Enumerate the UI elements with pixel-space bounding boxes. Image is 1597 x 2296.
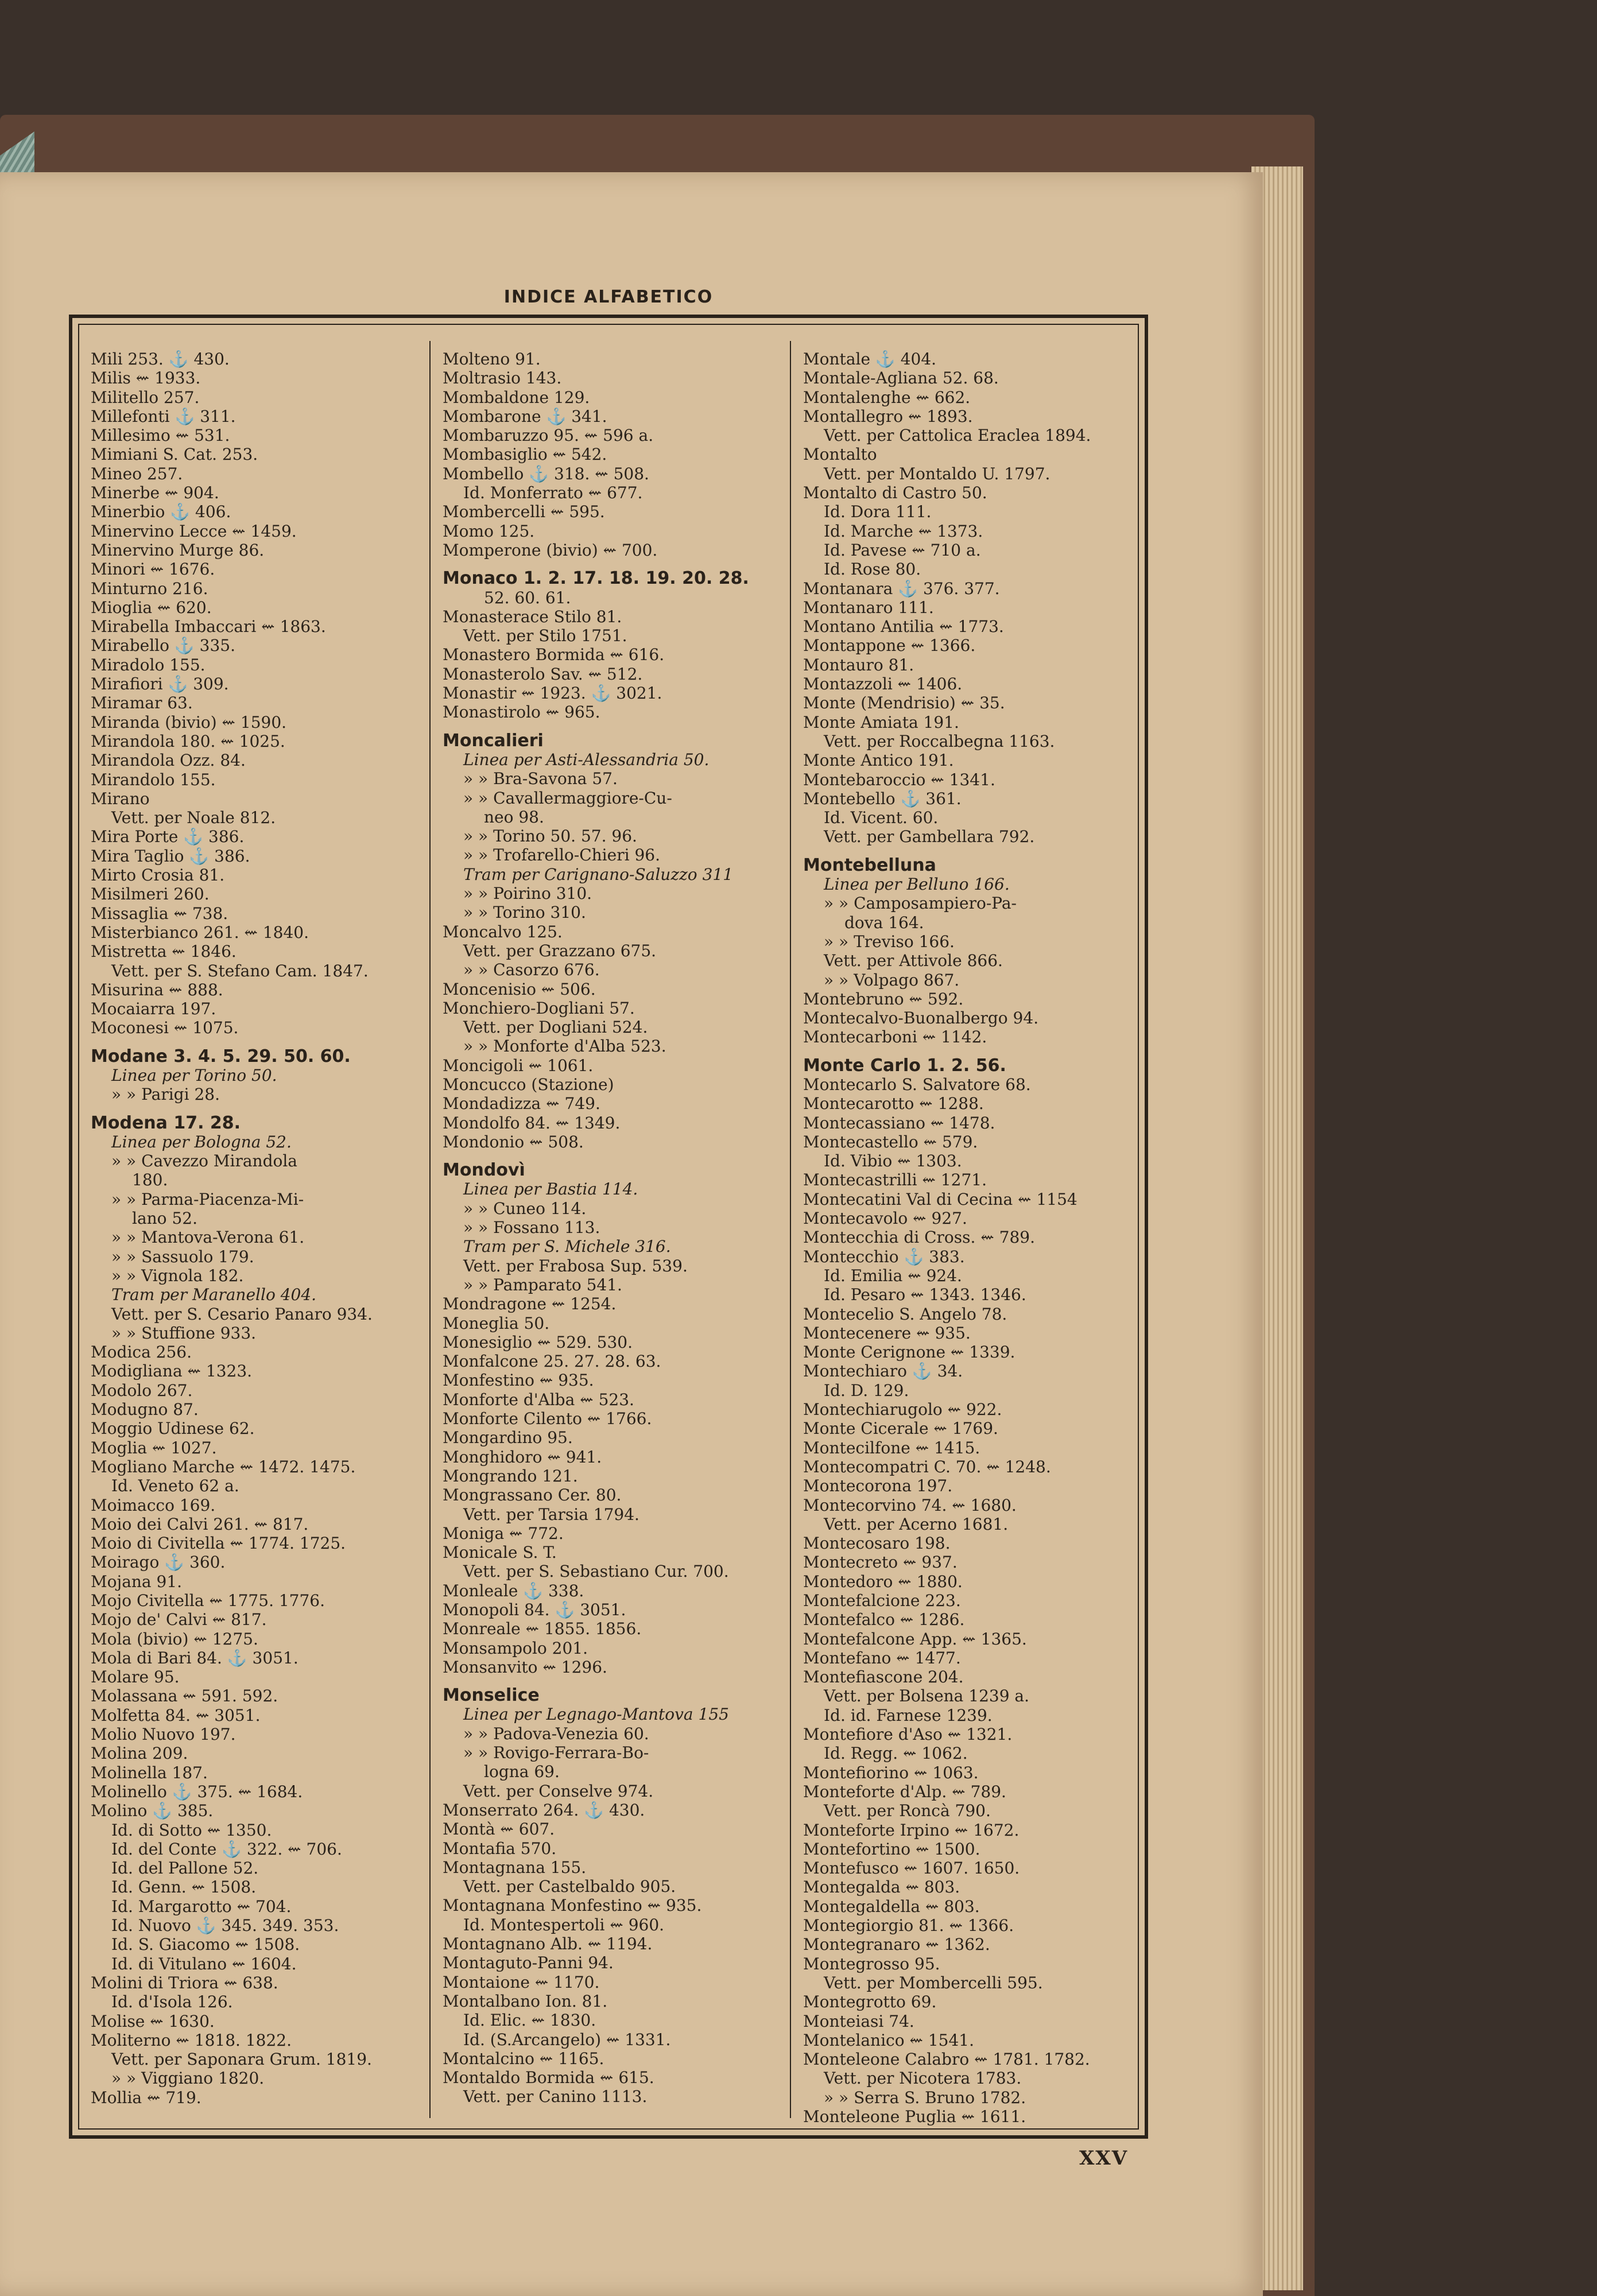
index-entry: Molfetta 84. ⇜ 3051.: [91, 1705, 261, 1725]
index-entry: Moglia ⇜ 1027.: [91, 1438, 217, 1457]
index-entry: Modica 256.: [91, 1343, 192, 1362]
index-entry: Millesimo ⇜ 531.: [91, 426, 230, 445]
index-entry: logna 69.: [484, 1762, 560, 1782]
index-entry: Montecassiano ⇜ 1478.: [803, 1113, 995, 1133]
index-entry: Miranda (bivio) ⇜ 1590.: [91, 712, 287, 732]
index-entry: Monte Amiata 191.: [803, 712, 959, 732]
index-entry: Momperone (bivio) ⇜ 700.: [443, 540, 658, 560]
index-entry: Monte Antico 191.: [803, 751, 954, 770]
index-entry: Mira Porte ⚓ 386.: [91, 827, 245, 847]
index-entry: Monforte Cilento ⇜ 1766.: [443, 1409, 652, 1429]
index-entry: Montefalco ⇜ 1286.: [803, 1610, 965, 1630]
index-entry: Vett. per S. Cesario Panaro 934.: [111, 1304, 373, 1324]
index-entry: Vett. per Roccalbegna 1163.: [824, 731, 1055, 751]
index-entry: Montecavolo ⇜ 927.: [803, 1209, 967, 1228]
index-entry: Vett. per Castelbaldo 905.: [463, 1877, 676, 1896]
index-entry: Vett. per Noale 812.: [111, 808, 276, 828]
index-entry: Montaldo Bormida ⇜ 615.: [443, 2068, 654, 2088]
index-entry: Vett. per Acerno 1681.: [824, 1514, 1009, 1534]
index-entry: » » Rovigo-Ferrara-Bo-: [463, 1743, 649, 1763]
index-entry: Monteleone Calabro ⇜ 1781. 1782.: [803, 2050, 1090, 2069]
index-entry: Monasterolo Sav. ⇜ 512.: [443, 664, 643, 684]
index-entry: Tram per Maranello 404.: [111, 1285, 317, 1305]
index-entry: Modigliana ⇜ 1323.: [91, 1362, 253, 1381]
column-divider: [429, 341, 431, 2118]
index-entry: Mogliano Marche ⇜ 1472. 1475.: [91, 1457, 356, 1476]
index-entry: Montefiascone 204.: [803, 1667, 964, 1687]
index-entry: Monteforte Irpino ⇜ 1672.: [803, 1820, 1020, 1840]
index-entry: Vett. per Saponara Grum. 1819.: [111, 2050, 372, 2069]
index-entry: Molina 209.: [91, 1744, 188, 1763]
index-column-3: [803, 350, 1139, 2126]
index-entry: Mimiani S. Cat. 253.: [91, 445, 258, 464]
index-entry: Montefalcone App. ⇜ 1365.: [803, 1629, 1027, 1649]
index-entry: Mojana 91.: [91, 1572, 183, 1591]
index-entry: » » Parma-Piacenza-Mi-: [111, 1189, 304, 1209]
index-entry: Montegaldella ⇜ 803.: [803, 1896, 980, 1916]
index-heading: Monte Carlo 1. 2. 56.: [803, 1055, 1006, 1076]
index-entry: » » Torino 50. 57. 96.: [463, 827, 637, 846]
index-entry: Mombasiglio ⇜ 542.: [443, 445, 607, 464]
index-entry: » » Trofarello-Chieri 96.: [463, 846, 660, 865]
index-entry: Linea per Asti-Alessandria 50.: [463, 750, 710, 769]
index-entry: Vett. per Stilo 1751.: [463, 626, 627, 646]
index-entry: Moimacco 169.: [91, 1495, 216, 1515]
index-entry: Monesiglio ⇜ 529. 530.: [443, 1332, 633, 1352]
index-entry: Vett. per S. Stefano Cam. 1847.: [111, 961, 369, 980]
index-entry: Mirandola 180. ⇜ 1025.: [91, 731, 285, 751]
index-entry: Monsampolo 201.: [443, 1638, 588, 1658]
index-entry: Molteno 91.: [443, 350, 541, 369]
index-entry: Monsanvito ⇜ 1296.: [443, 1657, 607, 1677]
index-entry: Mombercelli ⇜ 595.: [443, 502, 605, 522]
index-entry: Montefiore d'Aso ⇜ 1321.: [803, 1725, 1013, 1744]
index-entry: » » Serra S. Bruno 1782.: [824, 2088, 1026, 2107]
index-entry: Misterbianco 261. ⇜ 1840.: [91, 922, 309, 942]
index-entry: Id. Vicent. 60.: [824, 808, 939, 828]
index-entry: Id. (S.Arcangelo) ⇜ 1331.: [463, 2030, 671, 2049]
index-entry: Vett. per Canino 1113.: [463, 2087, 648, 2107]
index-entry: Vett. per Attivole 866.: [824, 951, 1003, 971]
index-entry: Montecalvo-Buonalbergo 94.: [803, 1009, 1039, 1028]
index-entry: Vett. per Gambellara 792.: [824, 827, 1035, 847]
index-entry: Momo 125.: [443, 521, 535, 541]
index-entry: Tram per S. Michele 316.: [463, 1237, 671, 1256]
index-entry: » » Viggiano 1820.: [111, 2069, 265, 2088]
index-entry: Monchiero-Dogliani 57.: [443, 998, 635, 1018]
index-entry: Millefonti ⚓ 311.: [91, 406, 236, 426]
index-entry: Monteiasi 74.: [803, 2011, 914, 2031]
index-entry: Moneglia 50.: [443, 1313, 550, 1333]
page-header: INDICE ALFABETICO: [503, 287, 714, 307]
index-entry: Mombaruzzo 95. ⇜ 596 a.: [443, 426, 654, 445]
page-number: XXV: [1079, 2147, 1129, 2170]
index-entry: Montazzoli ⇜ 1406.: [803, 674, 963, 694]
index-entry: Montecarboni ⇜ 1142.: [803, 1027, 987, 1047]
index-entry: Montallegro ⇜ 1893.: [803, 406, 973, 426]
index-entry: Montecorvino 74. ⇜ 1680.: [803, 1495, 1017, 1515]
index-entry: Monte Cicerale ⇜ 1769.: [803, 1419, 998, 1438]
index-heading: Monaco 1. 2. 17. 18. 19. 20. 28.: [443, 568, 749, 589]
index-entry: Montalto di Castro 50.: [803, 483, 987, 503]
index-entry: Montechiarugolo ⇜ 922.: [803, 1400, 1002, 1420]
index-entry: Montedoro ⇜ 1880.: [803, 1572, 963, 1591]
index-entry: Montecompatri C. 70. ⇜ 1248.: [803, 1457, 1051, 1476]
index-entry: Montauro 81.: [803, 655, 914, 674]
index-entry: Vett. per Conselve 974.: [463, 1781, 654, 1801]
index-entry: Mistretta ⇜ 1846.: [91, 942, 237, 961]
index-entry: » » Treviso 166.: [824, 932, 955, 951]
index-entry: Montecastrilli ⇜ 1271.: [803, 1170, 987, 1190]
index-entry: Montale ⚓ 404.: [803, 350, 937, 369]
index-entry: Mirandola Ozz. 84.: [91, 751, 246, 770]
index-entry: Montelanico ⇜ 1541.: [803, 2030, 974, 2050]
index-entry: Mocaiarra 197.: [91, 999, 216, 1019]
index-entry: Monserrato 264. ⚓ 430.: [443, 1800, 645, 1820]
index-entry: Montano Antilia ⇜ 1773.: [803, 617, 1004, 637]
index-entry: » » Parigi 28.: [111, 1085, 220, 1104]
index-entry: Id. del Pallone 52.: [111, 1859, 259, 1878]
index-entry: » » Sassuolo 179.: [111, 1247, 254, 1266]
index-entry: lano 52.: [132, 1209, 197, 1228]
index-entry: Id. del Conte ⚓ 322. ⇜ 706.: [111, 1839, 342, 1859]
index-entry: Mongrando 121.: [443, 1466, 578, 1486]
index-entry: Minturno 216.: [91, 579, 208, 598]
index-entry: Id. Montespertoli ⇜ 960.: [463, 1915, 665, 1934]
index-entry: Montà ⇜ 607.: [443, 1820, 555, 1839]
index-entry: Militello 257.: [91, 387, 200, 407]
index-entry: » » Casorzo 676.: [463, 960, 600, 980]
index-entry: Id. d'Isola 126.: [111, 1992, 233, 2012]
index-entry: Montecelio S. Angelo 78.: [803, 1304, 1007, 1324]
index-entry: Molise ⇜ 1630.: [91, 2011, 215, 2031]
index-entry: Montefusco ⇜ 1607. 1650.: [803, 1859, 1020, 1878]
index-entry: Vett. per Nicotera 1783.: [824, 2069, 1022, 2088]
index-entry: Mojo Civitella ⇜ 1775. 1776.: [91, 1591, 325, 1610]
index-entry: Id. Genn. ⇜ 1508.: [111, 1878, 257, 1897]
index-entry: » » Torino 310.: [463, 903, 586, 922]
index-entry: dova 164.: [844, 913, 924, 932]
index-entry: Mombello ⚓ 318. ⇜ 508.: [443, 464, 649, 483]
index-entry: Montecatini Val di Cecina ⇜ 1154: [803, 1189, 1077, 1209]
index-entry: Mojo de' Calvi ⇜ 817.: [91, 1610, 267, 1630]
index-entry: Minori ⇜ 1676.: [91, 560, 215, 579]
index-entry: Molino ⚓ 385.: [91, 1801, 214, 1821]
index-entry: Monreale ⇜ 1855. 1856.: [443, 1619, 642, 1639]
index-entry: Mirafiori ⚓ 309.: [91, 674, 229, 694]
index-entry: Montegranaro ⇜ 1362.: [803, 1935, 990, 1954]
column-divider: [790, 341, 791, 2118]
index-entry: Minerbe ⇜ 904.: [91, 483, 219, 503]
index-entry: Id. di Vitulano ⇜ 1604.: [111, 1954, 297, 1973]
index-entry: Vett. per Montaldo U. 1797.: [824, 464, 1051, 483]
index-entry: Moliterno ⇜ 1818. 1822.: [91, 2030, 292, 2050]
index-entry: Minervino Lecce ⇜ 1459.: [91, 521, 297, 541]
index-entry: Id. di Sotto ⇜ 1350.: [111, 1820, 272, 1840]
index-entry: Monfestino ⇜ 935.: [443, 1371, 594, 1390]
index-heading: Mondovì: [443, 1160, 525, 1181]
index-entry: Moncenisio ⇜ 506.: [443, 979, 596, 999]
index-entry: 52. 60. 61.: [484, 588, 571, 607]
index-entry: » » Vignola 182.: [111, 1266, 244, 1285]
index-entry: Moggio Udinese 62.: [91, 1419, 255, 1438]
index-entry: Vett. per Mombercelli 595.: [824, 1973, 1043, 1992]
index-entry: Molinella 187.: [91, 1763, 208, 1782]
index-entry: Montanaro 111.: [803, 598, 934, 617]
index-entry: Monforte d'Alba ⇜ 523.: [443, 1390, 634, 1409]
index-entry: Monte Cerignone ⇜ 1339.: [803, 1343, 1015, 1362]
index-entry: Montebruno ⇜ 592.: [803, 989, 964, 1009]
index-entry: Montecarotto ⇜ 1288.: [803, 1094, 984, 1114]
index-entry: Linea per Belluno 166.: [824, 875, 1010, 894]
index-entry: Moio di Civitella ⇜ 1774. 1725.: [91, 1534, 346, 1553]
index-entry: Id. Elic. ⇜ 1830.: [463, 2011, 596, 2030]
index-entry: Montebaroccio ⇜ 1341.: [803, 770, 995, 789]
index-entry: Montecilfone ⇜ 1415.: [803, 1438, 980, 1457]
index-entry: Montecreto ⇜ 937.: [803, 1553, 958, 1572]
index-entry: Minervino Murge 86.: [91, 540, 265, 560]
index-entry: Vett. per Frabosa Sup. 539.: [463, 1256, 688, 1275]
index-frame: [69, 315, 1148, 2139]
index-entry: Minerbio ⚓ 406.: [91, 502, 231, 522]
index-entry: Missaglia ⇜ 738.: [91, 903, 228, 923]
index-entry: Mondonio ⇜ 508.: [443, 1132, 584, 1151]
index-heading: Modena 17. 28.: [91, 1112, 241, 1133]
index-entry: Id. Nuovo ⚓ 345. 349. 353.: [111, 1916, 339, 1936]
index-entry: Montalenghe ⇜ 662.: [803, 387, 971, 407]
index-entry: Montafia 570.: [443, 1839, 557, 1858]
index-entry: Id. Emilia ⇜ 924.: [824, 1266, 962, 1285]
index-entry: Monastir ⇜ 1923. ⚓ 3021.: [443, 684, 662, 703]
index-entry: Montegalda ⇜ 803.: [803, 1878, 960, 1897]
index-entry: Monicale S. T.: [443, 1543, 557, 1562]
index-entry: Mili 253. ⚓ 430.: [91, 350, 230, 369]
index-entry: Montebello ⚓ 361.: [803, 789, 962, 808]
index-entry: Montecosaro 198.: [803, 1534, 951, 1553]
index-entry: Moconesi ⇜ 1075.: [91, 1018, 239, 1038]
index-entry: Monghidoro ⇜ 941.: [443, 1447, 602, 1467]
index-entry: Vett. per Roncà 790.: [824, 1801, 991, 1821]
index-entry: Molare 95.: [91, 1667, 180, 1687]
index-entry: Mirano: [91, 789, 150, 808]
index-entry: Moniga ⇜ 772.: [443, 1523, 564, 1543]
index-entry: Mirto Crosia 81.: [91, 866, 225, 885]
index-entry: Vett. per Tarsia 1794.: [463, 1504, 639, 1524]
index-entry: Montappone ⇜ 1366.: [803, 636, 976, 656]
index-entry: Montegiorgio 81. ⇜ 1366.: [803, 1916, 1014, 1936]
index-entry: Monteforte d'Alp. ⇜ 789.: [803, 1782, 1006, 1801]
index-entry: Molinello ⚓ 375. ⇜ 1684.: [91, 1782, 303, 1801]
index-entry: Id. Marche ⇜ 1373.: [824, 521, 983, 541]
index-entry: Miradolo 155.: [91, 655, 206, 674]
index-entry: Misurina ⇜ 888.: [91, 980, 223, 999]
index-entry: Id. Rose 80.: [824, 560, 921, 579]
index-entry: Moltrasio 143.: [443, 369, 562, 388]
index-entry: Montegrosso 95.: [803, 1954, 940, 1973]
index-entry: Monte (Mendrisio) ⇜ 35.: [803, 693, 1005, 713]
index-entry: Montecchia di Cross. ⇜ 789.: [803, 1228, 1036, 1247]
index-entry: Monopoli 84. ⚓ 3051.: [443, 1600, 626, 1619]
index-entry: Montalto: [803, 445, 877, 464]
index-entry: » » Fossano 113.: [463, 1218, 600, 1238]
index-entry: Vett. per Bolsena 1239 a.: [824, 1686, 1030, 1706]
index-entry: Mirabello ⚓ 335.: [91, 636, 235, 656]
index-entry: Moncigoli ⇜ 1061.: [443, 1056, 594, 1075]
index-entry: Vett. per Grazzano 675.: [463, 941, 657, 960]
index-entry: Id. Pavese ⇜ 710 a.: [824, 540, 981, 560]
index-entry: Linea per Bastia 114.: [463, 1180, 638, 1199]
index-entry: » » Volpago 867.: [824, 970, 960, 990]
index-entry: » » Pamparato 541.: [463, 1275, 622, 1294]
index-entry: Mongardino 95.: [443, 1428, 573, 1448]
index-entry: Mineo 257.: [91, 464, 183, 483]
index-entry: Montanara ⚓ 376. 377.: [803, 579, 1000, 598]
index-entry: Mondolfo 84. ⇜ 1349.: [443, 1113, 621, 1133]
index-entry: » » Poirino 310.: [463, 884, 592, 903]
index-entry: Mondragone ⇜ 1254.: [443, 1294, 617, 1314]
index-entry: Moncucco (Stazione): [443, 1075, 614, 1094]
index-entry: Montefalcione 223.: [803, 1591, 961, 1610]
index-entry: Miramar 63.: [91, 693, 193, 713]
index-entry: Monleale ⚓ 338.: [443, 1581, 584, 1600]
index-entry: Id. S. Giacomo ⇜ 1508.: [111, 1935, 300, 1954]
index-entry: Mollia ⇜ 719.: [91, 2088, 201, 2107]
index-entry: Montecorona 197.: [803, 1476, 953, 1496]
index-entry: Misilmeri 260.: [91, 885, 210, 904]
index-entry: » » Cavezzo Mirandola: [111, 1151, 297, 1171]
index-entry: » » Bra-Savona 57.: [463, 769, 618, 789]
index-entry: Montecastello ⇜ 579.: [803, 1132, 978, 1151]
index-entry: Mola di Bari 84. ⚓ 3051.: [91, 1648, 299, 1667]
index-heading: Monselice: [443, 1685, 540, 1706]
index-entry: Montecchio ⚓ 383.: [803, 1247, 965, 1266]
index-entry: Vett. per Cattolica Eraclea 1894.: [824, 426, 1091, 445]
index-entry: Montalbano Ion. 81.: [443, 1991, 608, 2011]
index-entry: Id. id. Farnese 1239.: [824, 1705, 993, 1725]
index-entry: Mirabella Imbaccari ⇜ 1863.: [91, 617, 326, 637]
index-entry: Mombaldone 129.: [443, 387, 590, 407]
index-entry: Montefiorino ⇜ 1063.: [803, 1763, 979, 1782]
index-entry: Linea per Bologna 52.: [111, 1132, 292, 1151]
index-entry: Monastirolo ⇜ 965.: [443, 703, 600, 722]
index-entry: Id. Veneto 62 a.: [111, 1476, 239, 1496]
index-entry: Montagnana 155.: [443, 1857, 587, 1877]
index-entry: Id. Margarotto ⇜ 704.: [111, 1896, 292, 1916]
index-entry: Milis ⇜ 1933.: [91, 369, 201, 388]
index-entry: Mioglia ⇜ 620.: [91, 598, 212, 617]
index-entry: Moncalvo 125.: [443, 922, 563, 941]
index-entry: Montegrotto 69.: [803, 1992, 937, 2012]
index-entry: Mongrassano Cer. 80.: [443, 1486, 622, 1505]
index-entry: Vett. per S. Sebastiano Cur. 700.: [463, 1562, 729, 1581]
index-entry: Montefano ⇜ 1477.: [803, 1648, 961, 1667]
index-entry: 180.: [132, 1170, 168, 1190]
index-heading: Modane 3. 4. 5. 29. 50. 60.: [91, 1046, 351, 1066]
index-entry: Modolo 267.: [91, 1380, 193, 1400]
index-entry: Mira Taglio ⚓ 386.: [91, 846, 250, 866]
index-entry: Linea per Torino 50.: [111, 1065, 277, 1085]
index-entry: » » Padova-Venezia 60.: [463, 1724, 649, 1743]
index-entry: Mirandolo 155.: [91, 770, 216, 789]
index-entry: Montagnana Monfestino ⇜ 935.: [443, 1896, 702, 1915]
index-entry: » » Stuffione 933.: [111, 1323, 257, 1343]
index-entry: Monfalcone 25. 27. 28. 63.: [443, 1352, 661, 1371]
index-entry: Molini di Triora ⇜ 638.: [91, 1973, 278, 1992]
index-entry: Monasterace Stilo 81.: [443, 607, 622, 626]
index-entry: Molassana ⇜ 591. 592.: [91, 1686, 278, 1706]
index-entry: neo 98.: [484, 807, 544, 827]
index-column-2: [443, 350, 776, 2107]
index-entry: Montalcino ⇜ 1165.: [443, 2049, 604, 2068]
index-entry: Id. Pesaro ⇜ 1343. 1346.: [824, 1285, 1026, 1305]
index-entry: » » Monforte d'Alba 523.: [463, 1037, 666, 1056]
index-entry: Montaguto-Panni 94.: [443, 1953, 614, 1973]
index-entry: » » Mantova-Verona 61.: [111, 1228, 305, 1247]
index-entry: Mola (bivio) ⇜ 1275.: [91, 1629, 258, 1649]
index-entry: Montefortino ⇜ 1500.: [803, 1839, 980, 1859]
index-entry: » » Cuneo 114.: [463, 1199, 587, 1218]
index-entry: Id. Regg. ⇜ 1062.: [824, 1744, 968, 1763]
index-heading: Moncalieri: [443, 730, 544, 751]
index-entry: Id. Monferrato ⇜ 677.: [463, 483, 643, 503]
index-entry: Mombarone ⚓ 341.: [443, 406, 607, 426]
index-entry: Mondadizza ⇜ 749.: [443, 1094, 600, 1114]
index-entry: Linea per Legnago-Mantova 155: [463, 1705, 729, 1724]
index-entry: Id. Vibio ⇜ 1303.: [824, 1151, 962, 1171]
index-entry: Moio dei Calvi 261. ⇜ 817.: [91, 1514, 309, 1534]
index-entry: Monastero Bormida ⇜ 616.: [443, 645, 665, 665]
index-entry: Id. Dora 111.: [824, 502, 932, 522]
index-heading: Montebelluna: [803, 855, 936, 875]
index-column-1: [91, 350, 412, 2107]
index-entry: Id. D. 129.: [824, 1380, 909, 1400]
index-entry: Monteleone Puglia ⇜ 1611.: [803, 2107, 1026, 2127]
index-entry: » » Camposampiero-Pa-: [824, 894, 1017, 913]
index-entry: Tram per Carignano-Saluzzo 311: [463, 864, 734, 884]
index-entry: Montecenere ⇜ 935.: [803, 1323, 971, 1343]
index-entry: Montagnano Alb. ⇜ 1194.: [443, 1934, 653, 1954]
index-entry: » » Cavallermaggiore-Cu-: [463, 788, 672, 808]
index-entry: Montaione ⇜ 1170.: [443, 1972, 600, 1992]
index-entry: Montecarlo S. Salvatore 68.: [803, 1075, 1031, 1094]
index-entry: Montechiaro ⚓ 34.: [803, 1362, 963, 1381]
index-entry: Modugno 87.: [91, 1400, 199, 1420]
index-entry: Vett. per Dogliani 524.: [463, 1018, 648, 1037]
index-entry: Moirago ⚓ 360.: [91, 1553, 226, 1572]
index-entry: Molio Nuovo 197.: [91, 1725, 236, 1744]
index-entry: Montale-Agliana 52. 68.: [803, 369, 999, 388]
